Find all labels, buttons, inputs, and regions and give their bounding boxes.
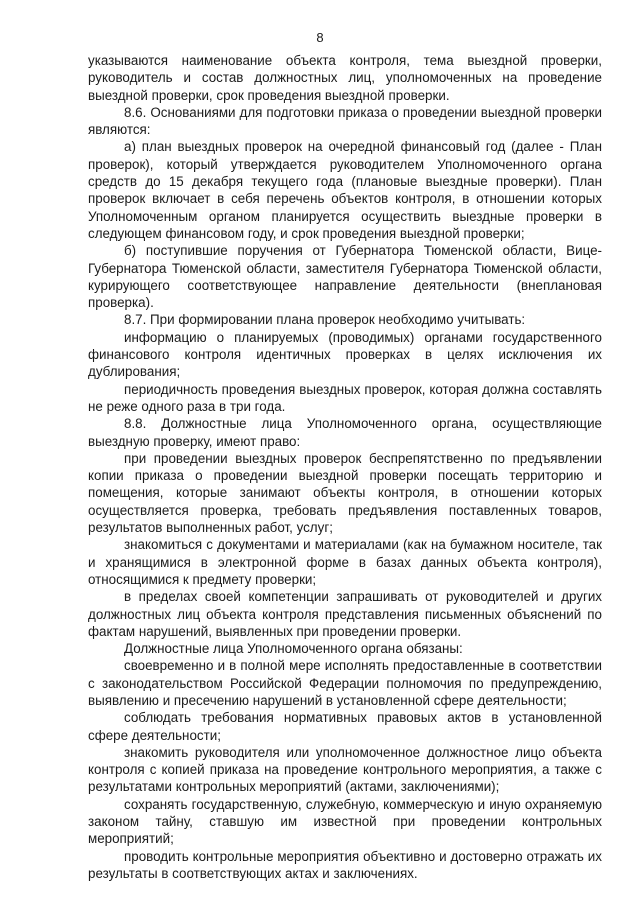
paragraph: 8.7. При формировании плана проверок необходимо учитывать: [124, 312, 526, 328]
paragraph: соблюдать требования нормативных правовых актов в установленной сфере деятельности; [88, 710, 602, 743]
paragraph: знакомить руководителя или уполномоченное должностное лицо объекта контроля с копией приказа на проведение контрольного мероприятия, а также с результатами контрольных мероприятий (актами, заключениями); [88, 744, 602, 795]
paragraph: б) поступившие поручения от Губернатора Тюменской области, Вице-Губернатора Тюменской области, заместителя Губернатора Тюменской области, курирующего соответствующее направление деятельности (внеплановая проверка). [88, 243, 602, 311]
paragraph: указываются наименование объекта контроля, тема выездной проверки, руководитель и состав должностных лиц, уполномоченных на проведение выездной проверки, срок проведения выездной проверки. [88, 53, 602, 103]
paragraph: проводить контрольные мероприятия объективно и достоверно отражать их результаты в соответствующих актах и заключениях. [88, 848, 602, 881]
paragraph: в пределах своей компетенции запрашивать от руководителей и других должностных лиц объекта контроля представления письменных объяснений по фактам нарушений, выявленных при проведении проверки. [88, 589, 602, 639]
paragraph: 8.8. Должностные лица Уполномоченного органа, осуществляющие выездную проверку, имеют право: [88, 416, 602, 449]
page-number: 8 [316, 30, 324, 45]
paragraph: своевременно и в полной мере исполнять предоставленные в соответствии с законодательством Российской Федерации полномочия по предупреждению, выявлению и пресечению нарушений в установленной сфере деятельности; [88, 658, 602, 708]
document-body [88, 52, 602, 882]
paragraph: Должностные лица Уполномоченного органа обязаны: [124, 641, 463, 657]
paragraph: а) план выездных проверок на очередной финансовый год (далее - План проверок), который утверждается руководителем Уполномоченного органа средств до 15 декабря текущего года (плановые выездные проверки). План проверок включает в себя перечень объектов контроля, в отношении которых Уполномоченным органом планируется осуществить выездные проверки в следующем финансовом году, и срок проведения выездной проверки; [88, 139, 602, 241]
paragraph: периодичность проведения выездных проверок, которая должна составлять не реже одного раза в три года. [88, 381, 602, 414]
paragraph: при проведении выездных проверок беспрепятственно по предъявлении копии приказа о проведении выездной проверки посещать территорию и помещения, которые занимают объекты контроля, в отношении которых осуществляется проверка, требовать предъявления поставленных товаров, результатов выполненных работ, услуг; [88, 450, 602, 536]
paragraph: 8.6. Основаниями для подготовки приказа о проведении выездной проверки являются: [88, 104, 602, 138]
paragraph: сохранять государственную, служебную, коммерческую и иную охраняемую законом тайну, ставшую им известной при проведении контрольных мероприятий; [88, 796, 602, 847]
paragraph: информацию о планируемых (проводимых) органами государственного финансового контроля идентичных проверках в целях исключения их дублирования; [88, 329, 602, 380]
paragraph: знакомиться с документами и материалами (как на бумажном носителе, так и хранящимися в электронной форме в базах данных объекта контроля), относящимися к предмету проверки; [88, 537, 602, 587]
